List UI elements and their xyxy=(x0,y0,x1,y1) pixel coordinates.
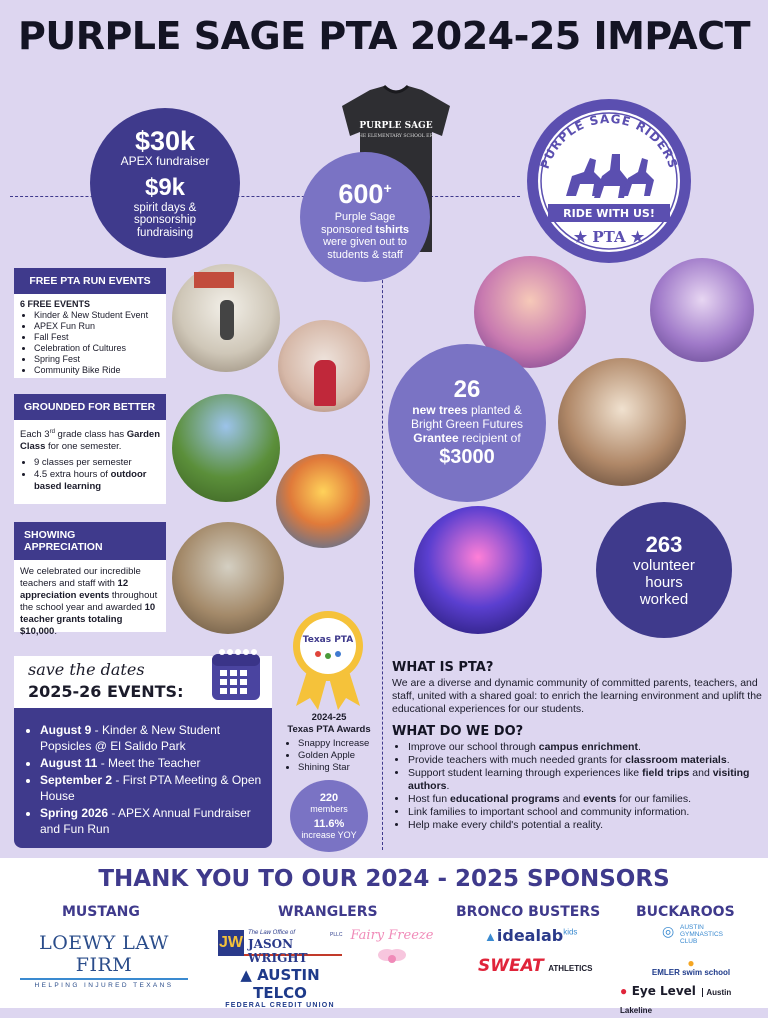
fairy-freeze-logo: Fairy Freeze xyxy=(350,928,434,976)
tshirt-text: Purple Sage sponsored tshirts were given out to students & staff xyxy=(320,211,410,261)
photo-tree-planting xyxy=(172,522,284,634)
list-item: • Snappy Increase xyxy=(298,738,372,750)
list-item: • Host fun educational programs and events for our families. xyxy=(408,793,762,806)
appreciation-text: We celebrated our incredible teachers and staff with 12 appreciation events throughout the school year and awarded 10 teacher grants totaling $10,000. xyxy=(20,566,158,637)
appreciation-box xyxy=(14,522,166,637)
grounded-box xyxy=(14,394,166,504)
run-events-box xyxy=(14,268,166,378)
loewy-logo: LOEWY LAW FIRM HELPING INJURED TEXANS xyxy=(20,932,188,989)
tier-bronco-busters: BRONCO BUSTERS xyxy=(456,904,601,920)
what-do-list xyxy=(392,741,762,832)
eye-level-logo: ● Eye Level Austin Lakeline xyxy=(620,984,732,1015)
members-pct-label: increase YOY xyxy=(301,830,357,840)
awards-heading: Texas PTA Awards xyxy=(287,724,371,735)
spirit-label: spirit days & sponsorship fundraising xyxy=(133,201,197,239)
apex-label: APEX fundraiser xyxy=(120,153,210,168)
fundraising-circle xyxy=(90,108,240,258)
list-item: • Spring Fest xyxy=(34,354,160,365)
save-dates-heading: 2025-26 EVENTS: xyxy=(28,682,184,701)
list-item: • Support student learning through experiences like field trips and visiting authors. xyxy=(408,767,762,793)
save-dates-script: save the dates xyxy=(28,660,145,679)
divider-line xyxy=(382,240,383,850)
tier-buckaroos: BUCKAROOS xyxy=(636,904,735,920)
sponsors-section xyxy=(0,858,768,1015)
calendar-icon xyxy=(210,646,262,702)
logo-banner: RIDE WITH US! xyxy=(563,207,655,220)
list-item: • Provide teachers with much needed grants for classroom materials. xyxy=(408,754,762,767)
volunteer-circle xyxy=(596,502,732,638)
logo-arc-text: PURPLE SAGE RIDERS xyxy=(537,111,681,171)
list-item: • Golden Apple xyxy=(298,750,372,762)
photo-glow-run xyxy=(414,506,542,634)
photo-dance-kid xyxy=(172,264,280,372)
trees-count: 26 xyxy=(453,376,481,403)
fairy-icon xyxy=(377,945,407,969)
trees-circle xyxy=(388,344,546,502)
run-events-count: 6 FREE EVENTS xyxy=(20,299,91,309)
tshirt-count: 600 xyxy=(338,179,384,209)
list-item: • 4.5 extra hours of outdoor based learning xyxy=(34,469,160,493)
awards-year: 2024-25 xyxy=(311,712,347,723)
list-item: • Improve our school through campus enrichment. xyxy=(408,741,762,754)
ribbon-text: Texas PTA xyxy=(302,635,354,645)
events-list xyxy=(14,708,272,848)
list-item: • Help make every child's potential a reality. xyxy=(408,819,762,832)
award-ribbon-icon xyxy=(286,608,370,712)
members-circle xyxy=(290,780,368,852)
page-title: PURPLE SAGE PTA 2024-25 IMPACT xyxy=(17,14,750,58)
run-events-header: FREE PTA RUN EVENTS xyxy=(14,268,166,294)
tier-mustang: MUSTANG xyxy=(62,904,140,920)
what-is-section xyxy=(392,660,762,716)
trees-text: new trees planted & Bright Green Futures Grantee recipient of xyxy=(410,403,524,445)
list-item: • Shining Star xyxy=(298,762,372,774)
list-item: • Link families to important school and community information. xyxy=(408,806,762,819)
event-item: • Spring 2026 - APEX Annual Fundraiser and Fun Run xyxy=(40,805,262,837)
awards-block xyxy=(286,712,372,774)
list-item: • 9 classes per semester xyxy=(34,457,160,469)
logo-pta: ★ PTA ★ xyxy=(573,228,645,246)
riders-logo xyxy=(524,96,694,266)
sweat-athletics-logo: SWEAT ATHLETICS xyxy=(478,956,593,976)
photo-fun-run xyxy=(276,454,370,548)
event-item: • September 2 - First PTA Meeting & Open House xyxy=(40,772,262,804)
list-item: • Fall Fest xyxy=(34,332,160,343)
austin-telco-logo: ▲ AUSTIN TELCO FEDERAL CREDIT UNION xyxy=(225,966,335,1009)
grounded-text: Each 3rd grade class has Garden Class for one semester. xyxy=(20,429,161,453)
what-do-heading: WHAT DO WE DO? xyxy=(392,724,524,739)
idealab-logo: ▲idealab$^{kids}$ xyxy=(484,926,578,945)
what-is-heading: WHAT IS PTA? xyxy=(392,660,494,675)
members-pct: 11.6% xyxy=(313,818,345,830)
volunteer-count: 263 xyxy=(645,531,683,557)
photo-garden-class xyxy=(172,394,280,502)
appreciation-header: SHOWING APPRECIATION xyxy=(14,522,166,560)
tier-wranglers: WRANGLERS xyxy=(278,904,378,920)
grounded-header: GROUNDED FOR BETTER xyxy=(14,394,166,420)
members-label: members xyxy=(310,804,348,814)
event-item: • August 11 - Meet the Teacher xyxy=(40,755,262,771)
sponsors-title: THANK YOU TO OUR 2024 - 2025 SPONSORS xyxy=(98,866,670,892)
tshirt-line2: THE ELEMENTARY SCHOOL ERA xyxy=(355,134,437,139)
what-is-text: We are a diverse and dynamic community of committed parents, teachers, and staff, united with a shared goal: to enrich the learning environment and uplift the educational experiences for our students. xyxy=(392,677,762,715)
photo-cultural-dance xyxy=(278,320,370,412)
list-item: • Celebration of Cultures xyxy=(34,343,160,354)
run-events-list xyxy=(20,310,160,376)
grounded-list xyxy=(20,457,160,493)
emler-logo: ● EMLER swim school xyxy=(651,956,731,977)
tshirt-circle: 600+ Purple Sage sponsored tshirts were given out to students & staff xyxy=(300,152,430,282)
event-item: • August 9 - Kinder & New Student Popsicles @ El Salido Park xyxy=(40,722,262,754)
photo-teachers xyxy=(558,358,686,486)
volunteer-text: volunteer hours worked xyxy=(633,556,695,608)
list-item: • Kinder & New Student Event xyxy=(34,310,160,321)
list-item: • APEX Fun Run xyxy=(34,321,160,332)
tshirt-line1: PURPLE SAGE xyxy=(359,121,433,131)
austin-gymnastics-logo: ◎ AUSTIN GYMNASTICS CLUB xyxy=(662,923,723,945)
what-do-section xyxy=(392,724,762,832)
apex-amount: $30k xyxy=(134,125,196,156)
jason-wright-logo: JW The Law Office of JASON WRIGHT PLLC xyxy=(219,930,343,965)
list-item: • Community Bike Ride xyxy=(34,365,160,376)
trees-amount: $3000 xyxy=(439,446,495,468)
photo-craft-table xyxy=(650,258,754,362)
spirit-amount: $9k xyxy=(144,173,186,201)
members-count: 220 xyxy=(319,792,339,804)
